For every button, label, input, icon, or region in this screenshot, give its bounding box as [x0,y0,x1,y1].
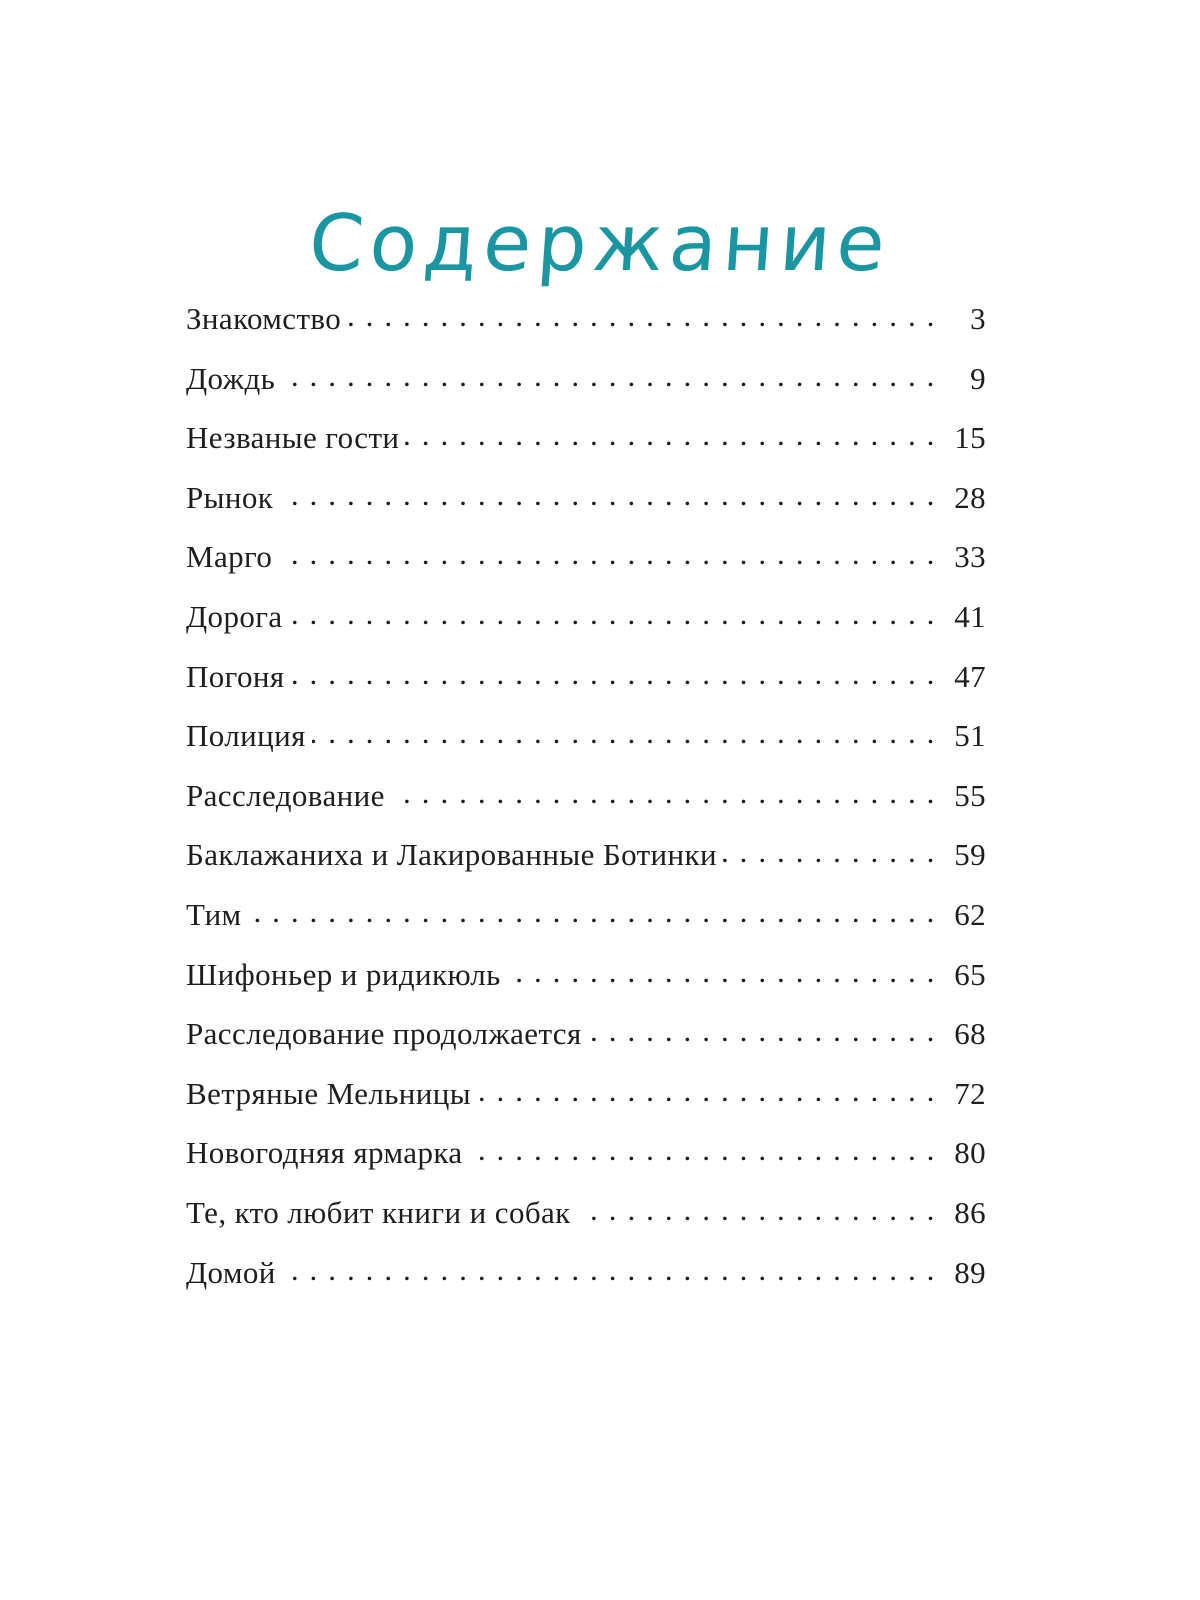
toc-entry-title: Расследование [186,777,385,813]
toc-entry-page: 72 [954,1075,986,1111]
dot-leader [577,1192,936,1223]
toc-entry-title: Домой [186,1254,276,1290]
toc-entry-page: 89 [954,1254,986,1290]
dot-leader [405,417,936,448]
toc-entry-page: 33 [954,539,986,575]
toc-entry[interactable] [186,954,986,1014]
dot-leader [469,1132,937,1163]
toc-entry[interactable] [186,358,986,418]
dot-leader [279,477,936,508]
toc-entry-title: Дорога [186,598,283,634]
dot-leader [289,596,936,627]
toc-entry-page: 51 [954,718,986,754]
toc-entry[interactable] [186,1192,986,1252]
toc-entry-title: Марго [186,539,273,575]
toc-entry-title: Полиция [186,718,306,754]
toc-entry-title: Тим [186,896,242,932]
toc-entry-title: Рынок [186,479,274,515]
toc-entry[interactable] [186,596,986,656]
toc-entry-page: 68 [954,1016,986,1052]
dot-leader [477,1073,936,1104]
toc-entry[interactable] [186,1132,986,1192]
toc-entry[interactable] [186,536,986,596]
toc-entry-page: 86 [954,1194,986,1230]
dot-leader [291,656,936,687]
dot-leader [248,894,936,925]
toc-entry[interactable] [186,715,986,775]
toc-entry-title: Знакомство [186,301,342,336]
toc-entry-page: 55 [954,777,986,813]
toc-entry-title: Погоня [186,658,285,694]
dot-leader [347,298,936,329]
toc-entry[interactable] [186,298,986,358]
toc-entry[interactable] [186,894,986,954]
toc-entry[interactable] [186,1013,986,1073]
toc-entry-page: 28 [954,479,986,515]
toc-entry[interactable] [186,656,986,716]
toc-entry-page: 15 [954,420,986,456]
table-of-contents [186,298,986,1311]
toc-entry-page: 62 [954,896,986,932]
toc-entry[interactable] [186,477,986,537]
toc-entry-page: 41 [954,598,986,634]
toc-entry-title: Шифоньер и ридикюль [186,956,501,992]
toc-entry-title: Дождь [186,360,276,396]
toc-entry[interactable] [186,775,986,835]
toc-entry[interactable] [186,417,986,477]
toc-entry-page: 9 [970,360,986,396]
toc-entry[interactable] [186,1252,986,1312]
toc-entry-title: Баклажаниха и Лакированные Ботинки [186,837,717,873]
toc-entry[interactable] [186,834,986,894]
toc-entry-title: Те, кто любит книги и собак [186,1194,571,1230]
dot-leader [278,536,936,567]
dot-leader [282,1252,936,1283]
dot-leader [588,1013,936,1044]
toc-entry-page: 65 [954,956,986,992]
page-title: Содержание [306,199,894,290]
toc-entry-page: 80 [954,1135,986,1171]
dot-leader [507,954,936,985]
toc-entry-page: 59 [954,837,986,873]
toc-entry-page: 3 [970,301,986,336]
toc-entry-page: 47 [954,658,986,694]
toc-entry-title: Незваные гости [186,420,400,456]
toc-entry[interactable] [186,1073,986,1133]
toc-entry-title: Ветряные Мельницы [186,1075,471,1111]
dot-leader [391,775,936,806]
dot-leader [312,715,936,746]
dot-leader [723,834,936,865]
toc-entry-title: Новогодняя ярмарка [186,1135,463,1171]
toc-entry-title: Расследование продолжается [186,1016,582,1052]
dot-leader [281,358,936,389]
